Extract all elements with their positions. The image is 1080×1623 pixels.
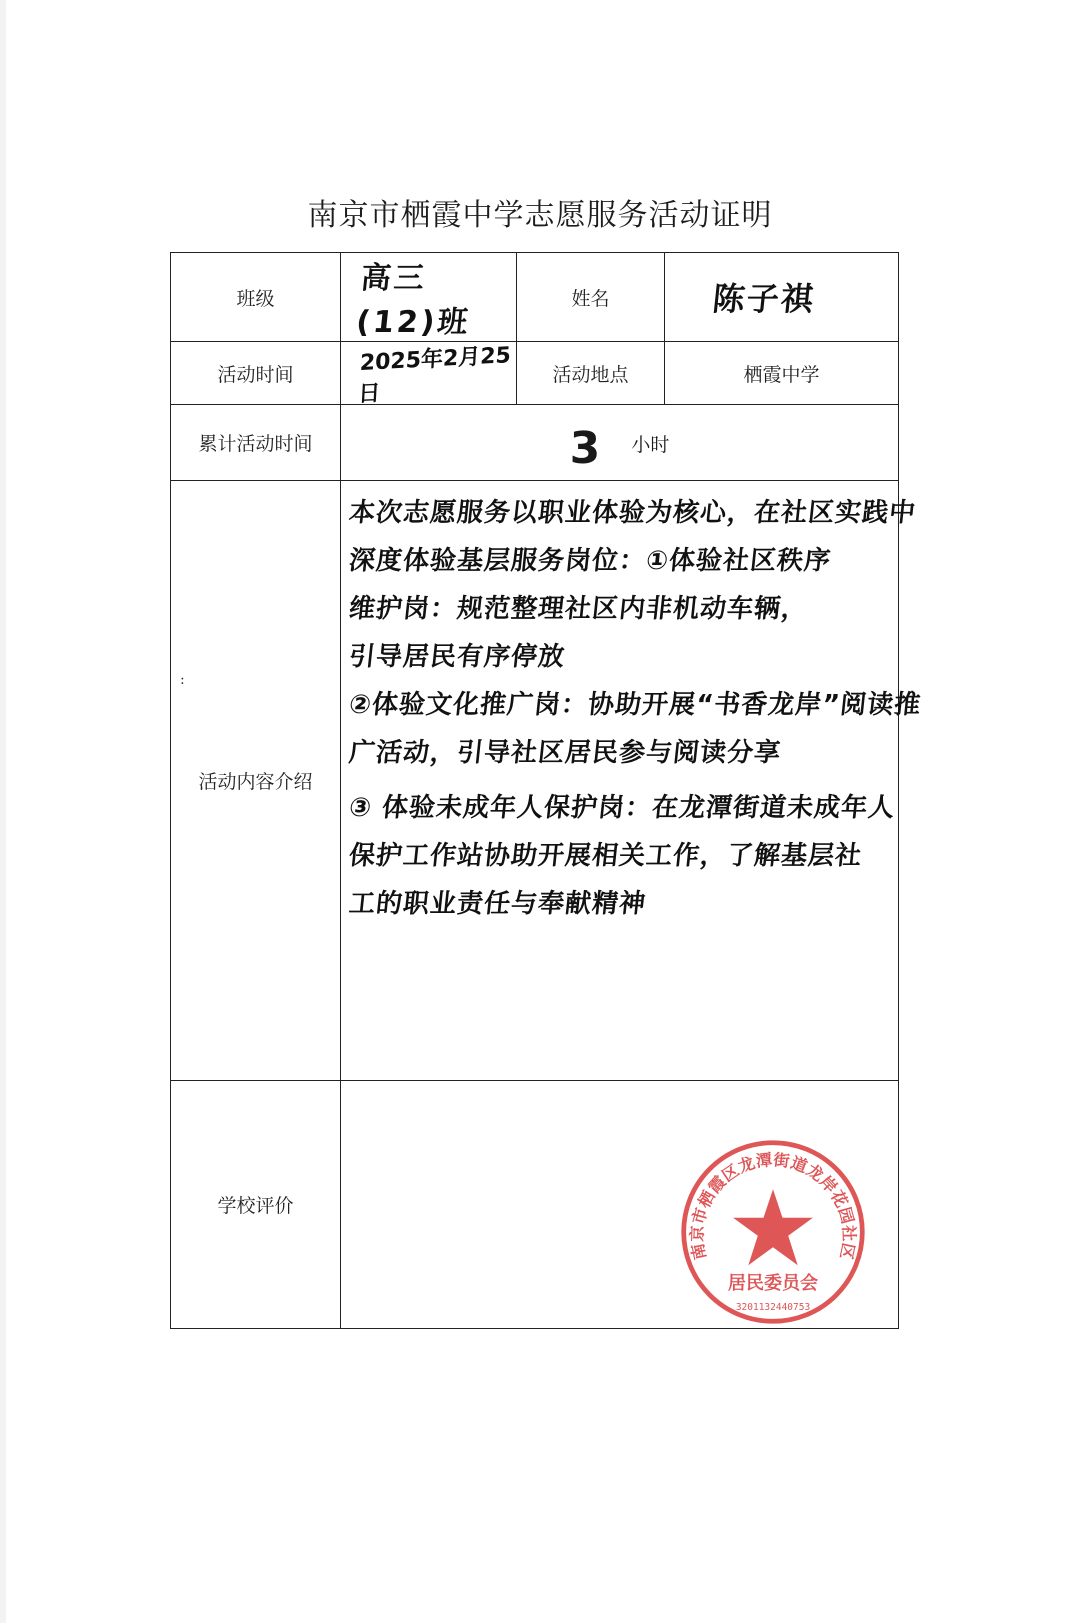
value-name: 陈子祺 [710,280,817,318]
content-line: ②体验文化推广岗：协助开展“书香龙岸”阅读推 [347,690,923,720]
label-class: 班级 [171,253,341,342]
row-class-name [171,253,899,342]
content-line: 维护岗：规范整理社区内非机动车辆， [347,594,810,624]
label-activity-location: 活动地点 [517,342,665,405]
row-time-location [171,342,899,405]
value-activity-time-cell [341,342,517,408]
content-line: 深度体验基层服务岗位：①体验社区秩序 [347,546,833,576]
value-name-cell [665,253,899,342]
row-total-hours [171,405,899,481]
label-content-intro: 活动内容介绍 [171,481,341,1081]
svg-text:居民委员会: 居民委员会 [727,1273,819,1294]
value-activity-time: 2025年2月25日 [357,343,512,408]
school-evaluation-cell [341,1081,899,1329]
value-class-cell [341,253,517,342]
value-hours-unit: 小时 [631,434,670,456]
content-line: 本次志愿服务以职业体验为核心，在社区实践中 [347,498,918,528]
content-line: 保护工作站协助开展相关工作，了解基层社 [347,841,864,871]
scan-edge-left [0,0,6,1623]
svg-text:3201132440753: 3201132440753 [735,1301,811,1313]
content-line: 工的职业责任与奉献精神 [347,889,648,919]
page-title: 南京市栖霞中学志愿服务活动证明 [307,198,773,233]
value-total-hours-cell [341,405,899,481]
svg-text:南京市栖霞区龙潭街道龙岸花园社区: 南京市栖霞区龙潭街道龙岸花园社区 [687,1150,859,1262]
label-activity-time: 活动时间 [171,342,341,405]
content-line: ③ 体验未成年人保护岗：在龙潭街道未成年人 [347,793,897,823]
content-intro-cell [341,481,923,1081]
margin-mark: : [180,672,185,688]
content-line: 引导居民有序停放 [347,642,567,672]
value-hours-number: 3 [569,423,601,474]
community-seal-stamp [678,1137,868,1327]
label-name: 姓名 [517,253,665,342]
certificate-form-table [170,252,923,1329]
label-total-hours: 累计活动时间 [171,405,341,481]
label-school-evaluation: 学校评价 [171,1081,341,1329]
value-activity-location: 栖霞中学 [665,342,899,405]
content-line: 广活动，引导社区居民参与阅读分享 [347,738,783,768]
row-content [171,481,899,1081]
value-class: 高三 (12)班 [354,261,473,340]
row-school-evaluation [171,1081,899,1329]
